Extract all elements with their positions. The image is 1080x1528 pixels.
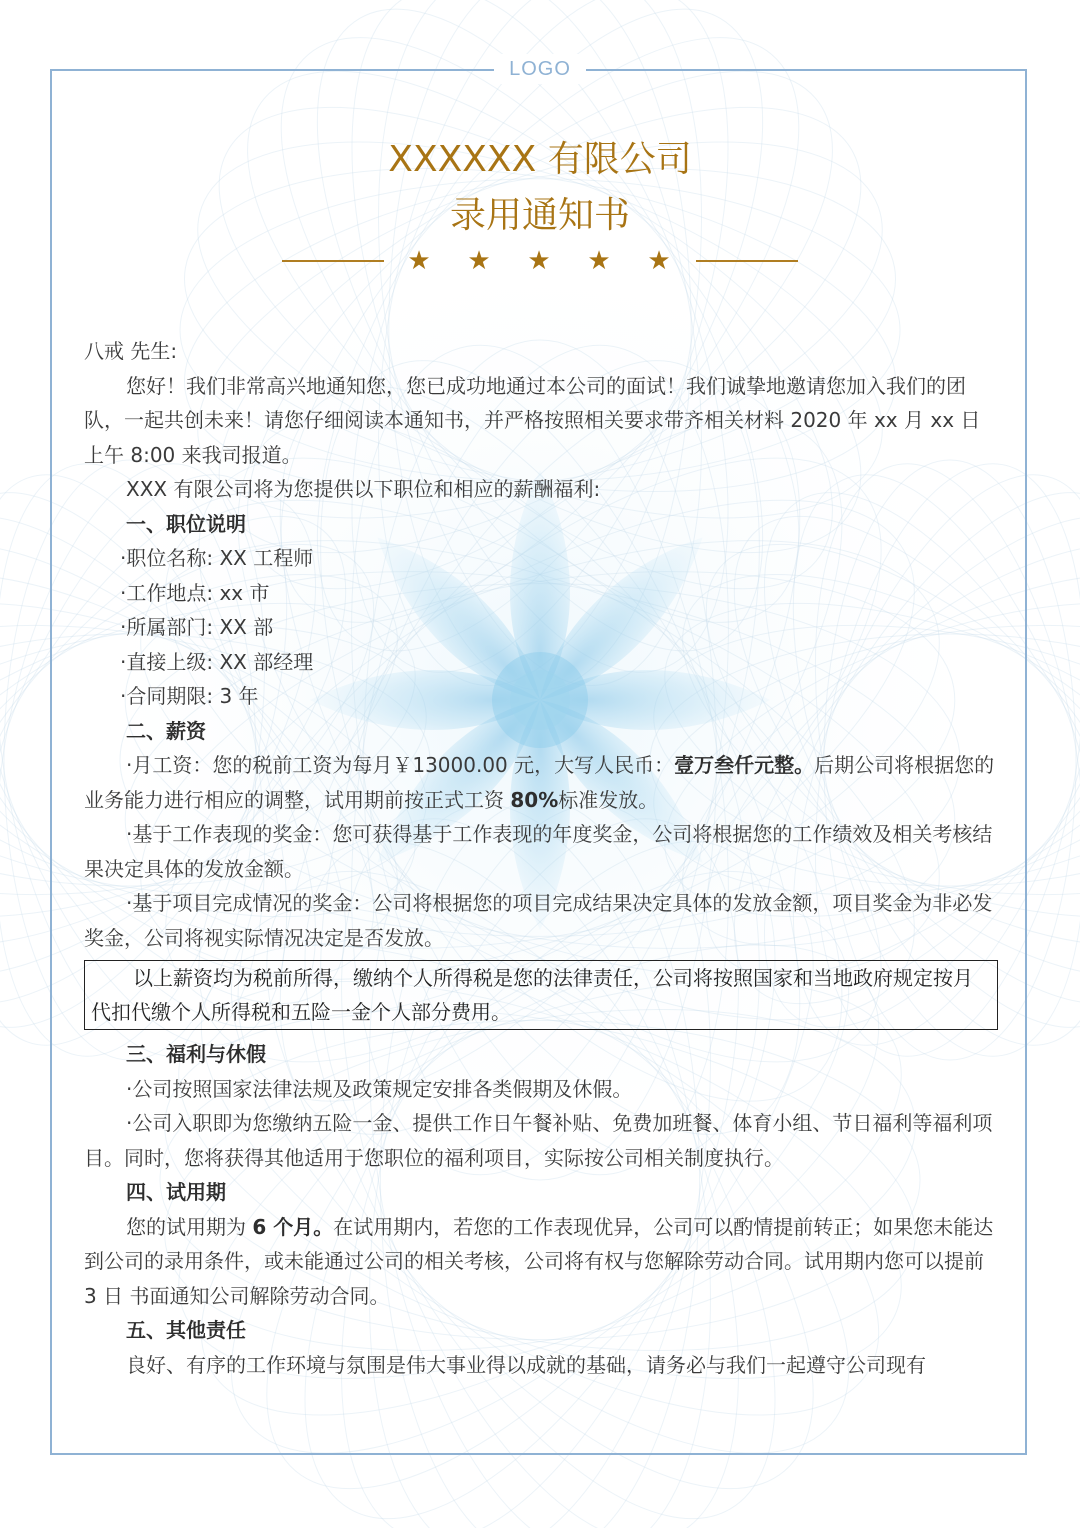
letter-body	[84, 334, 998, 1382]
position-item-department: ·所属部门: XX 部	[120, 615, 274, 639]
project-bonus-paragraph: ·基于项目完成情况的奖金：公司将根据您的项目完成结果决定具体的发放金额，项目奖金为非必发奖金，公司将视实际情况决定是否发放。	[84, 891, 993, 950]
benefit-item-welfare: ·公司入职即为您缴纳五险一金、提供工作日午餐补贴、免费加班餐、体育小组、节日福利等福利项目。同时，您将获得其他适用于您职位的福利项目，实际按公司相关制度执行。	[84, 1111, 993, 1170]
section-heading-benefits: 三、福利与休假	[126, 1042, 266, 1066]
section-heading-position: 一、职位说明	[126, 511, 246, 536]
section-heading-probation: 四、试用期	[126, 1180, 226, 1204]
document-title: 录用通知书	[449, 195, 630, 236]
star-icon: ★	[527, 246, 551, 276]
star-icon: ★	[407, 246, 431, 276]
star-icon: ★	[647, 246, 671, 276]
probation-salary-percent: 80%	[510, 787, 559, 812]
performance-bonus-paragraph: ·基于工作表现的奖金：您可获得基于工作表现的年度奖金，公司将根据您的工作绩效及相关考核结果决定具体的发放金额。	[84, 822, 993, 881]
probation-text-continued: 在试用期内，若您的工作表现优异，公司可以酌情提前转正；如果您未能达到公司的录用条件，或未能通过公司的相关考核，公司将有权与您解除劳动合同。试用期内您可以提前 3 日 书面通知公司解除劳动合同。	[84, 1214, 994, 1308]
tax-notice-box: 以上薪资均为税前所得，缴纳个人所得税是您的法律责任，公司将按照国家和当地政府规定按月代扣代缴个人所得税和五险一金个人部分费用。	[84, 960, 998, 1030]
intro-paragraph: 您好！我们非常高兴地通知您，您已成功地通过本公司的面试！我们诚挚地邀请您加入我们的团队，一起共创未来！请您仔细阅读本通知书，并严格按照相关要求带齐相关材料 2020 年 xx 月 xx 日上午 8:00 来我司报道。	[84, 373, 981, 467]
salary-text-continued: 后期公司将根据您的业务能力进行相应的调整，试用期前按正式工资	[84, 753, 995, 812]
salary-paragraph	[84, 748, 998, 817]
position-item-title: ·职位名称: XX 工程师	[120, 546, 314, 570]
position-item-location: ·工作地点: xx 市	[120, 580, 270, 605]
salary-text-end: 标准发放。	[558, 787, 659, 812]
other-duties-paragraph: 良好、有序的工作环境与氛围是伟大事业得以成就的基础，请务必与我们一起遵守公司现有	[126, 1352, 926, 1377]
decorative-star-divider	[282, 244, 798, 278]
star-icon: ★	[587, 246, 611, 276]
probation-period: 6 个月。	[252, 1214, 334, 1239]
salary-text: ·月工资：您的税前工资为每月￥13000.00 元，大写人民币：	[126, 753, 675, 777]
probation-text: 您的试用期为	[126, 1214, 253, 1239]
logo-placeholder: LOGO	[494, 54, 586, 84]
probation-paragraph	[84, 1210, 998, 1314]
position-item-contract-term: ·合同期限: 3 年	[120, 684, 259, 708]
position-item-supervisor: ·直接上级: XX 部经理	[120, 649, 314, 674]
star-icon: ★	[467, 246, 491, 276]
section-heading-salary: 二、薪资	[126, 718, 206, 743]
salutation: 八戒 先生:	[84, 339, 178, 363]
divider-line-right	[696, 260, 798, 262]
benefit-item-leave: ·公司按照国家法律法规及政策规定安排各类假期及休假。	[126, 1076, 633, 1101]
company-name-title: XXXXXX 有限公司	[388, 139, 692, 180]
salary-amount-words: 壹万叁仟元整。	[674, 753, 815, 777]
offer-line: XXX 有限公司将为您提供以下职位和相应的薪酬福利:	[126, 477, 601, 501]
divider-line-left	[282, 260, 384, 262]
section-heading-other-duties: 五、其他责任	[126, 1318, 246, 1342]
